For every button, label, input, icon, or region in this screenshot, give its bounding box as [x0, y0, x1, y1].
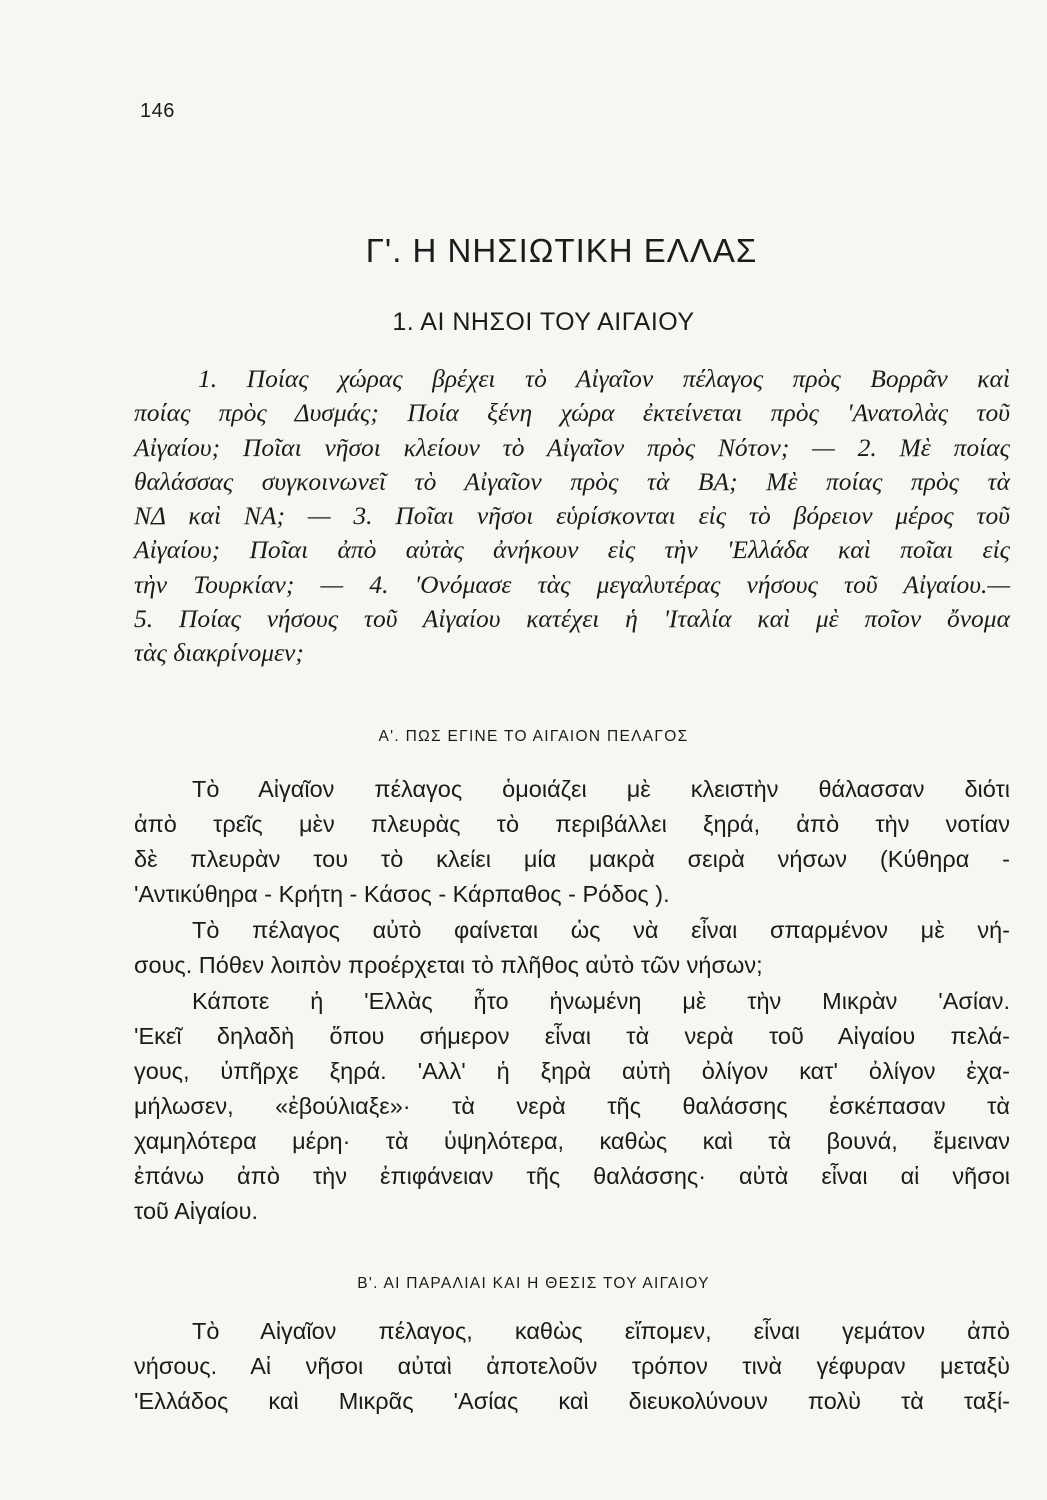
text-line: ἐπάνω ἀπὸ τὴν ἐπιφάνειαν τῆς θαλάσσης· αὐτὰ εἶναι αἱ νῆσοι — [134, 1163, 1010, 1189]
page-number: 146 — [140, 100, 175, 122]
question-line: 5. Ποίας νήσους τοῦ Αἰγαίου κατέχει ἡ 'Ιταλία καὶ μὲ ποῖον ὄνομα — [134, 604, 1010, 634]
subheading-coasts-position: Β'. ΑΙ ΠΑΡΑΛΙΑΙ ΚΑΙ Η ΘΕΣΙΣ ΤΟΥ ΑΙΓΑΙΟΥ — [357, 1275, 710, 1292]
text-line: μήλωσεν, «ἐβούλιαξε»· τὰ νερὰ τῆς θαλάσσης ἐσκέπασαν τὰ — [134, 1093, 1010, 1119]
text-line: χαμηλότερα μέρη· τὰ ὑψηλότερα, καθὼς καὶ τὰ βουνά, ἔμειναν — [134, 1128, 1010, 1154]
text-line: τοῦ Αἰγαίου. — [134, 1198, 259, 1224]
review-questions — [134, 362, 1010, 671]
text-line: Κάποτε ἡ 'Ελλὰς ἦτο ἡνωμένη μὲ τὴν Μικρὰν 'Ασίαν. — [192, 988, 1010, 1014]
text-line: 'Αντικύθηρα - Κρήτη - Κάσος - Κάρπαθος - Ρόδος ). — [134, 881, 670, 907]
question-line: θαλάσσας συγκοινωνεῖ τὸ Αἰγαῖον πρὸς τὰ ΒΑ; Μὲ ποίας πρὸς τὰ — [134, 466, 1010, 496]
question-line: Αἰγαίου; Ποῖαι νῆσοι κλείουν τὸ Αἰγαῖον πρὸς Νότον; — 2. Μὲ ποίας — [134, 432, 1010, 462]
paragraph-islands-question — [134, 913, 1010, 983]
paragraph-closed-sea — [134, 772, 1010, 912]
paragraph-islands-bridge — [134, 1314, 1010, 1419]
question-line: Αἰγαίου; Ποῖαι ἀπὸ αὐτὰς ἀνήκουν εἰς τὴν 'Ελλάδα καὶ ποῖαι εἰς — [134, 535, 1010, 565]
text-line: 'Εκεῖ δηλαδὴ ὅπου σήμερον εἶναι τὰ νερὰ τοῦ Αἰγαίου πελά- — [134, 1023, 1010, 1049]
text-line: 'Ελλάδος καὶ Μικρᾶς 'Ασίας καὶ διευκολύνουν πολὺ τὰ ταξί- — [134, 1388, 1010, 1414]
text-line: ἀπὸ τρεῖς μὲν πλευρὰς τὸ περιβάλλει ξηρά, ἀπὸ τὴν νοτίαν — [134, 811, 1010, 837]
question-line: τὴν Τουρκίαν; — 4. 'Ονόμασε τὰς μεγαλυτέρας νήσους τοῦ Αἰγαίου.— — [134, 569, 1010, 599]
text-line: δὲ πλευρὰν του τὸ κλείει μία μακρὰ σειρὰ νήσων (Κύθηρα - — [134, 846, 1010, 872]
section-title: 1. ΑΙ ΝΗΣΟΙ ΤΟΥ ΑΙΓΑΙΟΥ — [392, 308, 695, 336]
text-line: σους. Πόθεν λοιπὸν προέρχεται τὸ πλῆθος αὐτὸ τῶν νήσων; — [134, 952, 763, 978]
question-line: ποίας πρὸς Δυσμάς; Ποία ξένη χώρα ἐκτείνεται πρὸς 'Ανατολὰς τοῦ — [134, 398, 1010, 428]
text-line: Τὸ Αἰγαῖον πέλαγος ὁμοιάζει μὲ κλειστὴν θάλασσαν διότι — [192, 776, 1010, 802]
text-line: Τὸ πέλαγος αὐτὸ φαίνεται ὡς νὰ εἶναι σπαρμένον μὲ νή- — [192, 917, 1010, 943]
text-line: Τὸ Αἰγαῖον πέλαγος, καθὼς εἴπομεν, εἶναι γεμάτον ἀπὸ — [192, 1318, 1010, 1344]
question-line: ΝΔ καὶ ΝΑ; — 3. Ποῖαι νῆσοι εὑρίσκονται εἰς τὸ βόρειον μέρος τοῦ — [134, 501, 1010, 531]
subheading-formation: Α'. ΠΩΣ ΕΓΙΝΕ ΤΟ ΑΙΓΑΙΟΝ ΠΕΛΑΓΟΣ — [378, 728, 689, 745]
question-line: τὰς διακρίνομεν; — [134, 638, 304, 668]
paragraph-land-sank — [134, 984, 1010, 1229]
question-line: 1. Ποίας χώρας βρέχει τὸ Αἰγαῖον πέλαγος πρὸς Βορρᾶν καὶ — [198, 364, 1010, 393]
text-line: γους, ὑπῆρχε ξηρά. 'Αλλ' ἡ ξηρὰ αὐτὴ ὀλίγον κατ' ὀλίγον ἐχα- — [134, 1058, 1010, 1084]
text-line: νήσους. Αἱ νῆσοι αὐταὶ ἀποτελοῦν τρόπον τινὰ γέφυραν μεταξὺ — [134, 1353, 1010, 1379]
chapter-title: Γ'. Η ΝΗΣΙΩΤΙΚΗ ΕΛΛΑΣ — [365, 232, 758, 269]
